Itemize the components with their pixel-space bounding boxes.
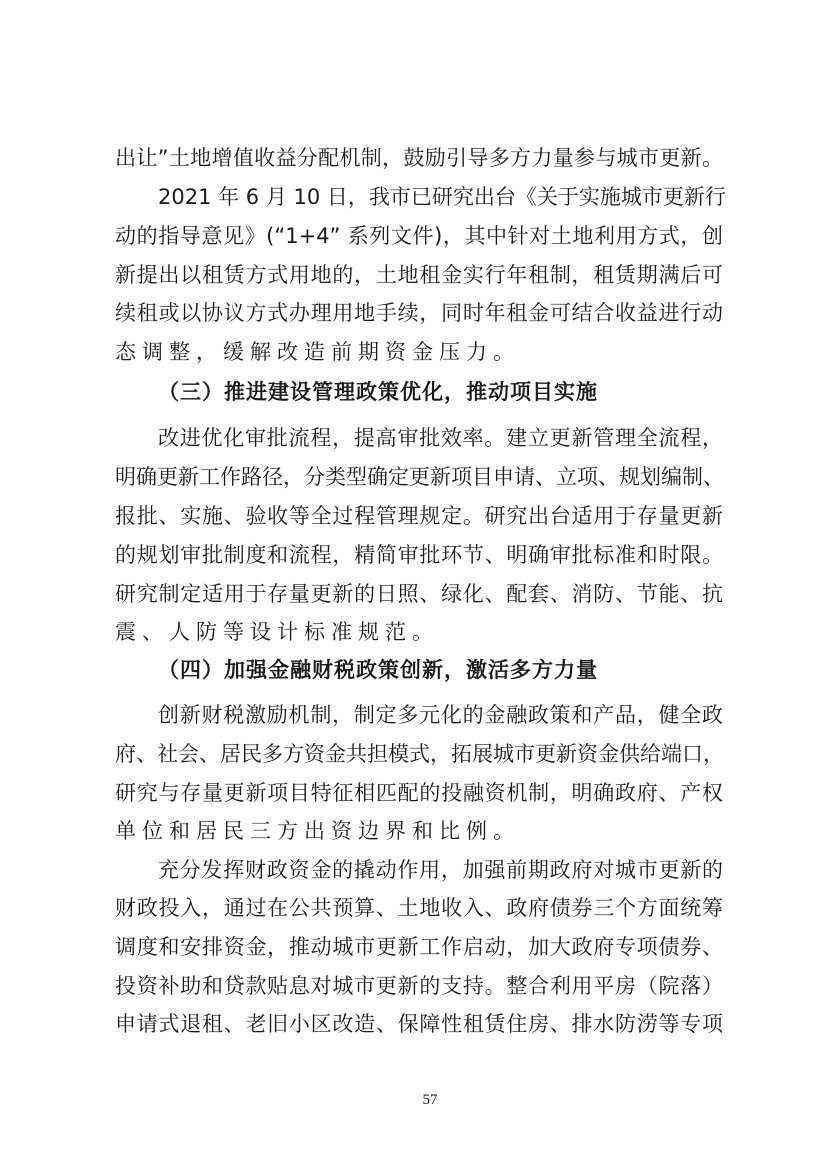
text-line: 动的指导意见》(“1+4” 系列文件)，其中针对土地利用方式，创: [115, 224, 723, 248]
text-line: 充分发挥财政资金的撬动作用，加强前期政府对城市更新的: [158, 858, 723, 882]
section-heading: （三）推进建设管理政策优化，推动项目实施: [158, 380, 598, 404]
text-line: 调度和安排资金，推动城市更新工作启动，加大政府专项债券、: [115, 935, 723, 959]
text-line: 改进优化审批流程，提高审批效率。建立更新管理全流程，: [158, 426, 723, 450]
text-line: 新提出以租赁方式用地的，土地租金实行年租制，租赁期满后可: [115, 263, 723, 287]
text-line: 续租或以协议方式办理用地手续，同时年租金可结合收益进行动: [115, 301, 723, 325]
text-line: 震、人防等设计标准规范。: [115, 620, 439, 644]
text-line: 府、社会、居民多方资金共担模式，拓展城市更新资金供给端口，: [115, 742, 724, 766]
text-line: 单位和居民三方出资边界和比例。: [115, 819, 520, 843]
text-line: 研究与存量更新项目特征相匹配的投融资机制，明确政府、产权: [115, 781, 723, 805]
text-line: 创新财税激励机制，制定多元化的金融政策和产品，健全政: [158, 703, 723, 727]
text-line: 报批、实施、验收等全过程管理规定。研究出台适用于存量更新: [115, 504, 723, 528]
text-line: 出让”土地增值收益分配机制，鼓励引导多方力量参与城市更新。: [115, 146, 723, 170]
page-number: 57: [422, 1092, 438, 1108]
text-line: 申请式退租、老旧小区改造、保障性租赁住房、排水防涝等专项: [115, 1012, 723, 1036]
text-line: 研究制定适用于存量更新的日照、绿化、配套、消防、节能、抗: [115, 582, 723, 606]
text-line: 态调整，缓解改造前期资金压力。: [115, 340, 520, 364]
text-line: 的规划审批制度和流程，精简审批环节、明确审批标准和时限。: [115, 543, 723, 567]
text-line: 明确更新工作路径，分类型确定更新项目申请、立项、规划编制、: [115, 465, 724, 489]
text-line: 投资补助和贷款贴息对城市更新的支持。整合利用平房（院落）: [115, 974, 723, 998]
text-line: 2021 年 6 月 10 日，我市已研究出台《关于实施城市更新行: [158, 185, 726, 209]
text-line: 财政投入，通过在公共预算、土地收入、政府债券三个方面统筹: [115, 896, 723, 920]
section-heading: （四）加强金融财税政策创新，激活多方力量: [158, 658, 598, 682]
